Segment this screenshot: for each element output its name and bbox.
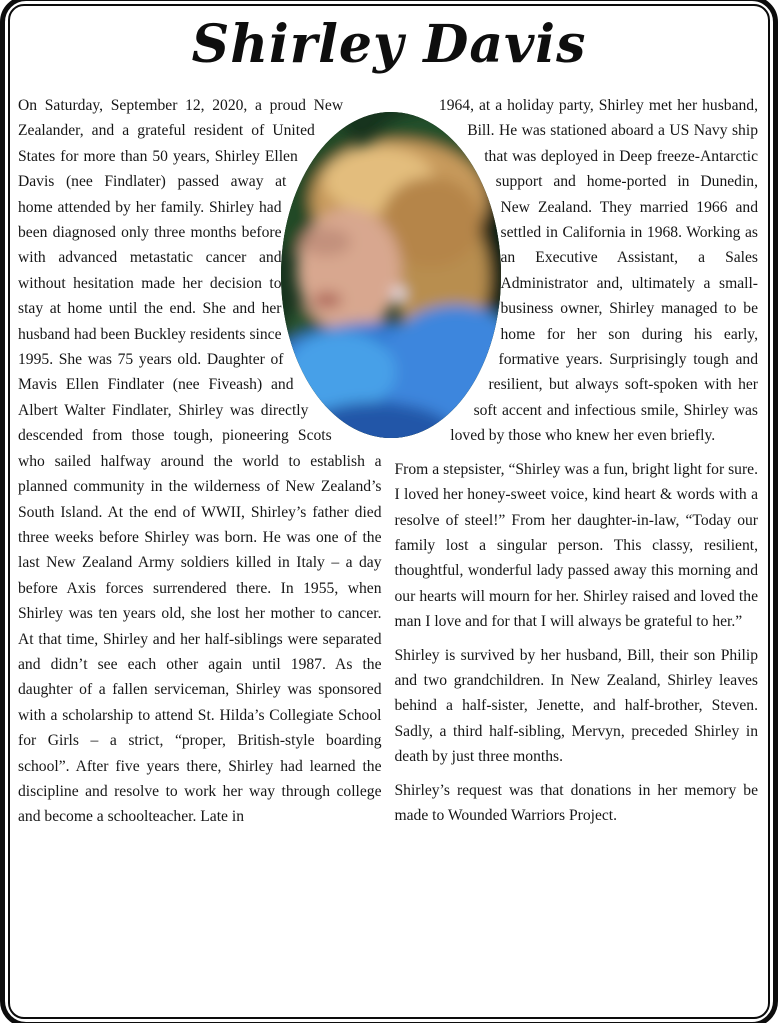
column-right [395,93,759,1009]
paragraph-donations: Shirley’s request was that donations in her memory be made to Wounded Warriors Project. [394,781,758,824]
paragraph-life-story: 1964, at a holiday party, Shirley met her husband, Bill. He was stationed aboard a US Navy ship that was deployed in Deep freeze-Antarctic support and home-ported in Dunedin, New Zealand. They married 1966 and settled in California in 1968. Working as an Executive Assistant, a Sales Administrator and, ultimately a small-business owner, Shirley managed to be home for her son during his early, formative years. Surprisingly tough and resilient, but always soft-spoken with her soft accent and infectious smile, Shirley was loved by those who knew her even briefly. [438,97,758,445]
page-title: Shirley Davis [191,14,587,75]
obituary-body [18,93,758,1009]
paragraph-survived-by: Shirley is survived by her husband, Bill, their son Philip and two grandchildren. In New Zealand, Shirley leaves behind a half-sister, Jenette, and half-brother, Steven. Sadly, a third half-sibling, Mervyn, preceded Shirley in death by just three months. [394,646,758,766]
column-left [18,93,382,1009]
paragraph-tributes: From a stepsister, “Shirley was a fun, bright light for sure. I loved her honey-sweet voice, kind heart & words with a resolve of steel!” From her daughter-in-law, “Today our family lost a singular person. This classy, resilient, thoughtful, wonderful lady passed away this morning and our hearts will mourn for her. Shirley raised and loved the man I love and for that I will always be grateful to her.” [394,460,758,631]
paragraph-intro: On Saturday, September 12, 2020, a proud New Zealander, and a grateful resident of United States for more than 50 years, Shirley Ellen Davis (nee Findlater) passed away at home attended by her family. Shirley had been diagnosed only three months before with advanced metastatic cancer and without hesitation made her decision to stay at home until the end. She and her husband had been Buckley residents since 1995. She was 75 years old. Daughter of Mavis Ellen Findlater (nee Fiveash) and Albert Walter Findlater, Shirley was directly descended from those tough, pioneering Scots who sailed halfway around the world to establish a planned community in the wilderness of New Zealand’s South Island. At the end of WWII, Shirley’s father died three weeks before Shirley was born. He was one of the last New Zealand Army soldiers killed in Italy – a day before Axis forces surrendered there. In 1955, when Shirley was ten years old, she lost her mother to cancer. At that time, Shirley and her half-siblings were separated and didn’t see each other again until 1987. As the daughter of a fallen serviceman, Shirley was sponsored with a scholarship to attend St. Hilda’s Collegiate School for Girls – a strict, “proper, British-style boarding school”. After five years there, Shirley had learned the discipline and resolve to work her way through college and become a schoolteacher. Late in [18,97,382,826]
